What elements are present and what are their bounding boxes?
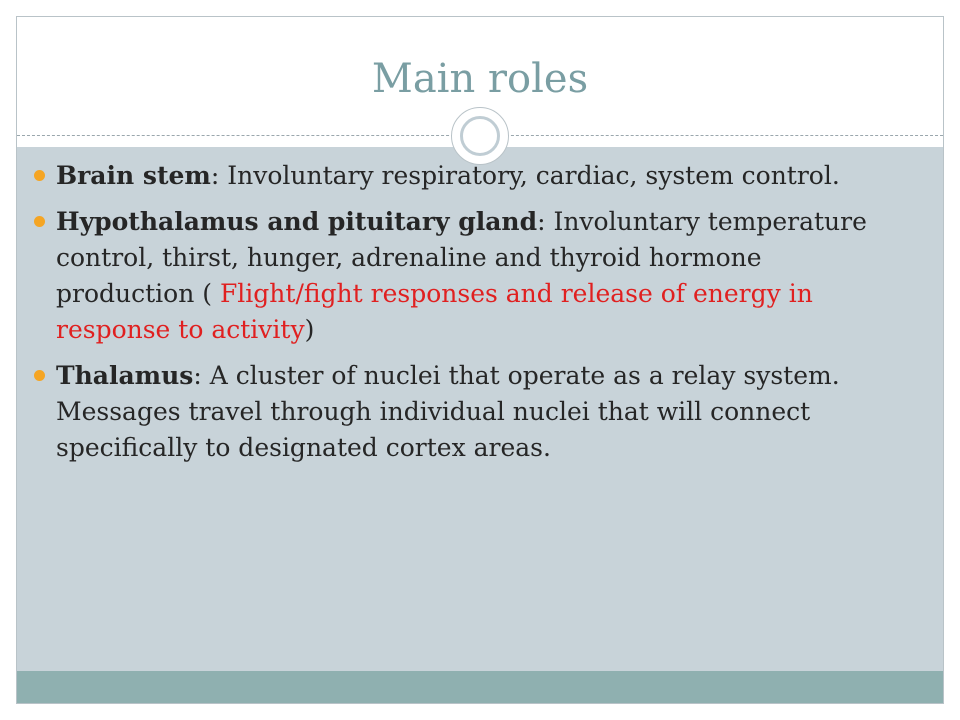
bullet-text: : Involuntary respiratory, cardiac, system control. <box>210 161 840 190</box>
slide-title: Main roles <box>371 56 589 102</box>
bullet-term: Brain stem <box>56 161 211 190</box>
bullet-term: Hypothalamus and pituitary gland <box>56 207 538 236</box>
footer-bar <box>17 671 943 703</box>
bullet-list <box>34 158 904 476</box>
bullet-item-brain-stem <box>34 158 904 194</box>
ring-inner <box>460 116 500 156</box>
bullet-item-thalamus <box>34 358 904 466</box>
bullet-tail: ) <box>304 315 315 344</box>
bullet-text: : Involuntary temperature control, thirst, hunger, adrenaline and thyroid hormone production ( <box>56 207 867 308</box>
bullet-text: : A cluster of nuclei that operate as a relay system. Messages travel through individual nuclei that will connect specifically to designated cortex areas. <box>56 361 840 462</box>
bullet-highlight: Flight/fight responses and release of energy in response to activity <box>56 279 813 344</box>
bullet-dot-icon <box>34 370 45 381</box>
bullet-dot-icon <box>34 216 45 227</box>
bullet-dot-icon <box>34 170 45 181</box>
ring-ornament-icon <box>451 107 509 165</box>
bullet-item-hypothalamus <box>34 204 904 348</box>
bullet-term: Thalamus <box>56 361 194 390</box>
